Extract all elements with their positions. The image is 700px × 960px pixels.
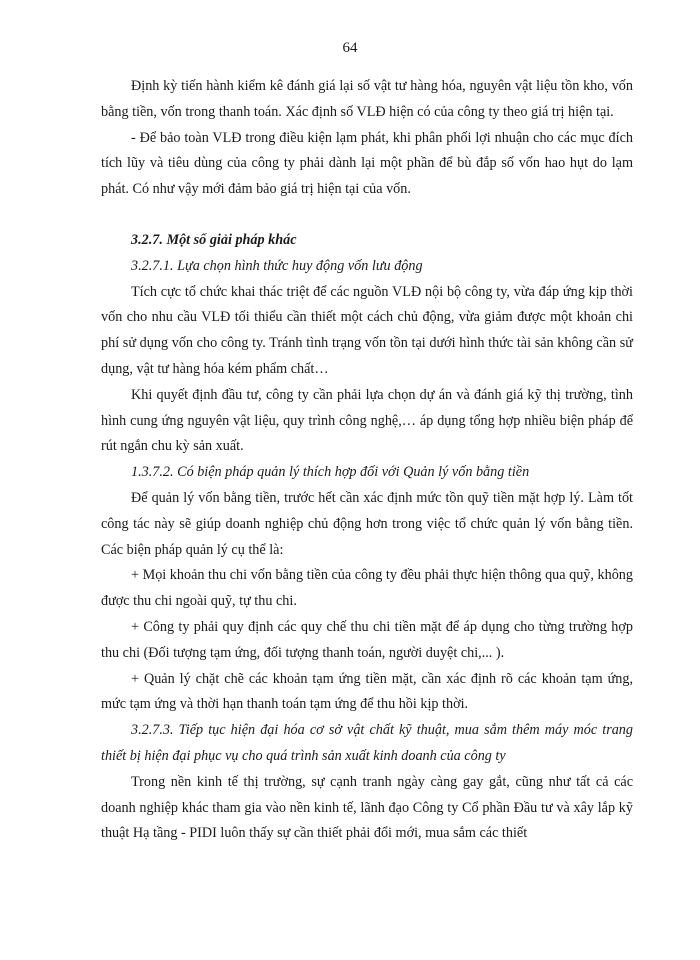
paragraph-internal-sources: Tích cực tổ chức khai thác triệt để các nguồn VLĐ nội bộ công ty, vừa đáp ứng kịp thời vốn cho nhu cầu VLĐ tối thiểu cần thiết một cách chủ động, vừa giảm được một khoản chi phí sử dụng vốn cho công ty. Tránh tình trạng vốn tồn tại dưới hình thức tài sản không cần sử dụng, vật tư hàng hóa kém phẩm chất… xyxy=(101,283,633,377)
paragraph-investment-decision: Khi quyết định đầu tư, công ty cần phải lựa chọn dự án và đánh giá kỹ thị trường, tình hình cung ứng nguyên vật liệu, quy trình công nghệ,… áp dụng tổng hợp nhiều biện pháp để rút ngắn chu kỳ sản xuất. xyxy=(101,386,633,455)
paragraph-cash-rule-3: + Quản lý chặt chẽ các khoản tạm ứng tiền mặt, cần xác định rõ các khoản tạm ứng, mức tạm ứng và thời hạn thanh toán tạm ứng để thu hồi kịp thời. xyxy=(101,670,633,713)
page-body xyxy=(101,74,633,847)
paragraph-inventory-revaluation: Định kỳ tiến hành kiểm kê đánh giá lại số vật tư hàng hóa, nguyên vật liệu tồn kho, vốn bằng tiền, vốn trong thanh toán. Xác định số VLĐ hiện có của công ty theo giá trị hiện tại. xyxy=(101,78,633,120)
page-number: 64 xyxy=(342,40,358,56)
section-heading-other-solutions: 3.2.7. Một số giải pháp khác xyxy=(131,231,297,248)
subsection-heading-cash-management: 1.3.7.2. Có biện pháp quản lý thích hợp đối với Quản lý vốn bằng tiền xyxy=(131,464,530,481)
paragraph-cash-rule-1: + Mọi khoản thu chi vốn bằng tiền của công ty đều phải thực hiện thông qua quỹ, không được thu chi ngoài quỹ, tự thu chi. xyxy=(101,567,633,610)
subsection-heading-capital-mobilization: 3.2.7.1. Lựa chọn hình thức huy động vốn lưu động xyxy=(131,257,423,274)
subsection-heading-modernization: 3.2.7.3. Tiếp tục hiện đại hóa cơ sở vật chất kỹ thuật, mua sắm thêm máy móc trang thiết bị hiện đại phục vụ cho quá trình sản xuất kinh doanh của công ty xyxy=(101,722,633,764)
paragraph-market-competition: Trong nền kinh tế thị trường, sự cạnh tranh ngày càng gay gắt, cũng như tất cả các doanh nghiệp khác tham gia vào nền kinh tế, lãnh đạo Công ty Cổ phần Đầu tư và xây lắp kỹ thuật Hạ tầng - PIDI luôn thấy sự cần thiết phải đổi mới, mua sắm các thiết xyxy=(101,773,633,842)
paragraph-cash-rule-2: + Công ty phải quy định các quy chế thu chi tiền mặt để áp dụng cho từng trường hợp thu chi (Đối tượng tạm ứng, đối tượng thanh toán, người duyệt chi,... ). xyxy=(101,618,633,661)
paragraph-capital-preservation: - Để bảo toàn VLĐ trong điều kiện lạm phát, khi phân phối lợi nhuận cho các mục đích tích lũy và tiêu dùng của công ty phải dành lại một phần để bù đắp số vốn hao hụt do lạm phát. Có như vậy mới đảm bảo giá trị hiện tại của vốn. xyxy=(101,129,633,198)
paragraph-cash-reserve: Để quản lý vốn bằng tiền, trước hết cần xác định mức tồn quỹ tiền mặt hợp lý. Làm tốt công tác này sẽ giúp doanh nghiệp chủ động hơn trong việc tổ chức quản lý vốn bằng tiền. Các biện pháp quản lý cụ thể là: xyxy=(101,489,633,558)
section-gap xyxy=(101,203,633,228)
